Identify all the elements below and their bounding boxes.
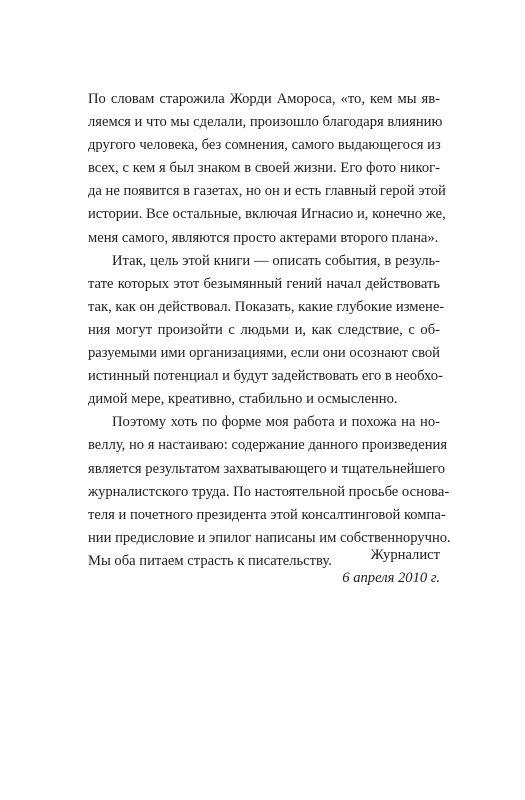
paragraph-3-line-1: Поэтому хоть по форме моя работа и похожа на но- [112, 414, 440, 431]
paragraph-2-line-2: тате которых этот безымянный гений начал действовать [88, 275, 440, 292]
paragraph-2-line-7: димой мере, креативно, стабильно и осмысленно. [88, 391, 398, 408]
paragraph-2-line-4: ния могут произойти с людьми и, как следствие, с об- [88, 321, 440, 338]
paragraph-1-line-6: истории. Все остальные, включая Игнасио и, конечно же, [88, 206, 446, 223]
paragraph-3-line-3: является результатом захватывающего и тщательнейшего [88, 460, 446, 477]
signature-author: Журналист [370, 547, 440, 563]
paragraph-3-line-5: теля и почетного президента этой консалтинговой компа- [88, 506, 446, 523]
paragraph-1-line-2: ляемся и что мы сделали, произошло благодаря влиянию [88, 114, 443, 131]
paragraph-2-line-1: Итак, цель этой книги — описать события, в резуль- [112, 252, 440, 269]
paragraph-1-line-3: другого человека, без сомнения, самого выдающегося из [88, 137, 441, 154]
paragraph-1-line-1: По словам старожила Жорди Амороса, «то, кем мы яв- [88, 91, 440, 107]
paragraph-3-line-6: нии предисловие и эпилог написаны им собственноручно. [88, 529, 451, 546]
paragraph-2-line-6: истинный потенциал и будут задействовать его в необхо- [88, 368, 443, 385]
paragraph-3-line-2: веллу, но я настаиваю: содержание данного произведения [88, 437, 448, 454]
paragraph-1-line-7: меня самого, являются просто актерами второго плана». [88, 229, 439, 246]
paragraph-1-line-5: да не появится в газетах, но он и есть главный герой этой [88, 183, 446, 200]
paragraph-1-line-4: всех, с кем я был знаком в своей жизни. Его фото никог- [88, 160, 440, 177]
paragraph-3-line-7: Мы оба питаем страсть к писательству. [88, 552, 332, 569]
body-text [88, 88, 451, 573]
paragraph-2-line-3: так, как он действовал. Показать, какие глубокие измене- [88, 298, 445, 315]
paragraph-3-line-4: журналистского труда. По настоятельной просьбе основа- [88, 483, 450, 500]
paragraph-2-line-5: разуемыми ими организациями, если они осознают свой [88, 345, 440, 362]
signature-date: 6 апреля 2010 г. [342, 570, 440, 586]
